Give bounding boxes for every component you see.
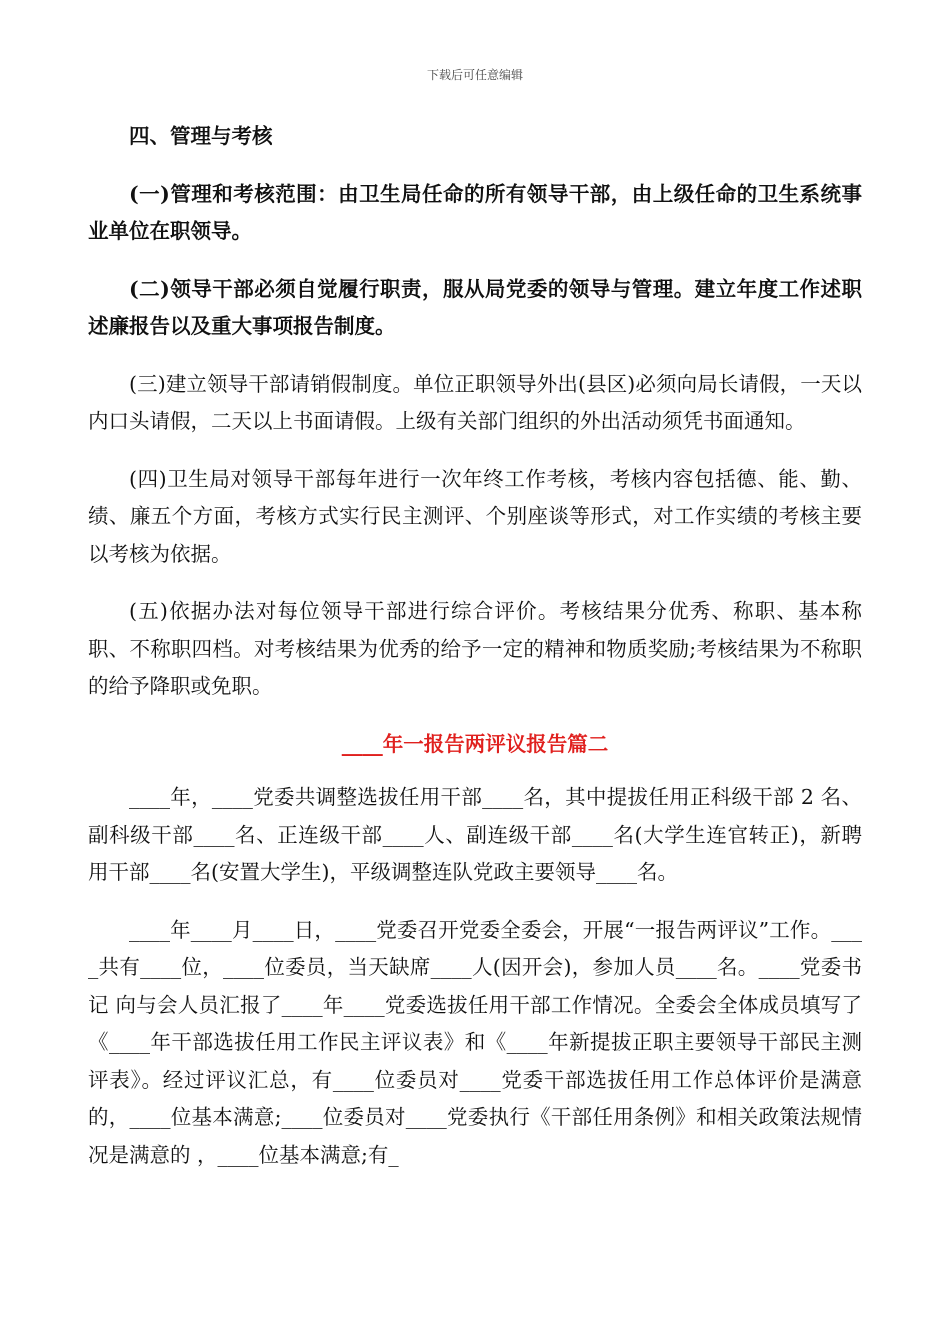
document-body xyxy=(88,118,862,1194)
paragraph-annual-assessment: (四)卫生局对领导干部每年进行一次年终工作考核，考核内容包括德、能、勤、绩、廉五个方面，考核方式实行民主测评、个别座谈等形式，对工作实绩的考核主要以考核为依据。 xyxy=(88,466,862,566)
section-title-red: ____年一报告两评议报告篇二 xyxy=(341,731,609,756)
section-heading: 四、管理与考核 xyxy=(129,124,273,148)
paragraph-evaluation: (五)依据办法对每位领导干部进行综合评价。考核结果分优秀、称职、基本称职、不称职四档。对考核结果为优秀的给予一定的精神和物质奖励;考核结果为不称职的给予降职或免职。 xyxy=(88,599,862,698)
header-note: 下载后可任意编辑 xyxy=(426,68,523,82)
paragraph-scope: (一)管理和考核范围：由卫生局任命的所有领导干部，由上级任命的卫生系统事业单位在职领导。 xyxy=(88,181,862,243)
paragraph-leave-system: (三)建立领导干部请销假制度。单位正职领导外出(县区)必须向局长请假，一天以内口头请假，二天以上书面请假。上级有关部门组织的外出活动须凭书面通知。 xyxy=(88,371,862,433)
paragraph-duties: (二)领导干部必须自觉履行职责，服从局党委的领导与管理。建立年度工作述职述廉报告以及重大事项报告制度。 xyxy=(88,276,862,338)
paragraph-committee-meeting: ____年____月____日，____党委召开党委全委会，开展“一报告两评议”工作。____共有____位，____位委员，当天缺席____人(因开会)，参加人员____名。____党委书记 向与会人员汇报了____年____党委选拔任用干部工作情况。全委会全体成员填写了《____年干部选拔任用工作民主评议表》和《____年新提拔正职主要领导干部民主测评表》。经过评议汇总，有____位委员对____党委干部选拔任用工作总体评价是满意的，____位基本满意;____位委员对____党委执行《干部任用条例》和相关政策法规情况是满意的 ，____位基本满意;有_ xyxy=(88,917,862,1167)
paragraph-cadre-adjustment: ____年，____党委共调整选拔任用干部____名，其中提拔任用正科级干部 2 名、副科级干部____名、正连级干部____人、副连级干部____名(大学生连官转正)，新聘用干部____名(安置大学生)，平级调整连队党政主要领导____名。 xyxy=(88,785,862,884)
